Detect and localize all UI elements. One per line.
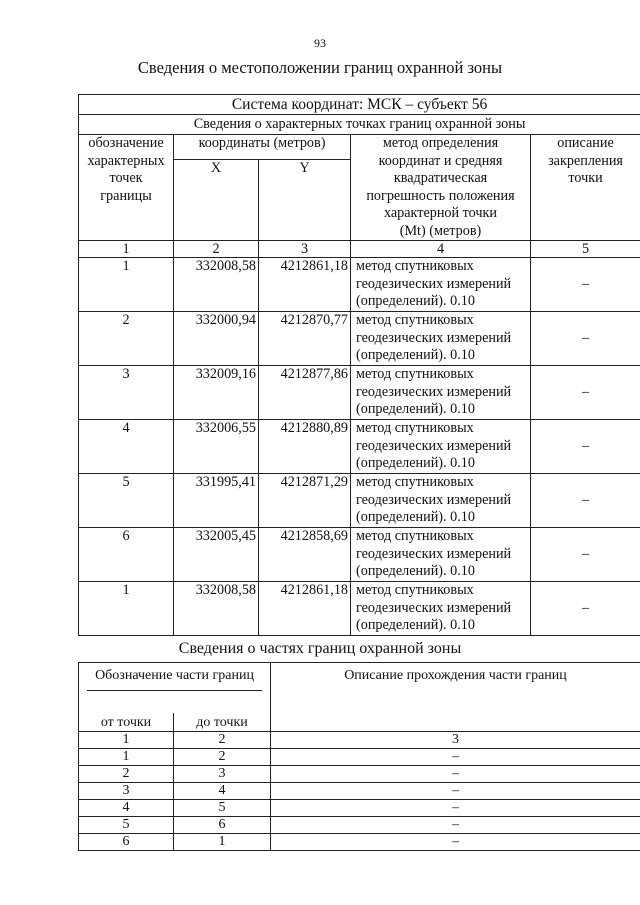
column-number: 1 bbox=[79, 732, 174, 749]
column-number: 4 bbox=[351, 241, 531, 258]
from-point: 5 bbox=[79, 817, 174, 834]
to-point: 5 bbox=[174, 800, 271, 817]
header-from-point: от точки bbox=[79, 713, 174, 732]
coord-x: 332006,55 bbox=[174, 420, 259, 474]
table-row bbox=[79, 817, 640, 834]
part-description: – bbox=[271, 766, 640, 783]
part-description: – bbox=[271, 800, 640, 817]
header-to-point: до точки bbox=[174, 713, 271, 732]
coord-y: 4212877,86 bbox=[259, 366, 351, 420]
table-row bbox=[79, 766, 640, 783]
column-number: 3 bbox=[259, 241, 351, 258]
parts-title: Сведения о частях границ охранной зоны bbox=[178, 640, 462, 657]
method-description: метод спутниковых геодезических измерений (определений). 0.10 bbox=[351, 582, 531, 636]
point-id: 2 bbox=[79, 312, 174, 366]
coord-x: 332000,94 bbox=[174, 312, 259, 366]
coord-y: 4212880,89 bbox=[259, 420, 351, 474]
coord-x: 332005,45 bbox=[174, 528, 259, 582]
table-row bbox=[79, 834, 640, 851]
coord-y: 4212858,69 bbox=[259, 528, 351, 582]
column-number: 2 bbox=[174, 732, 271, 749]
from-point: 3 bbox=[79, 783, 174, 800]
from-point: 6 bbox=[79, 834, 174, 851]
method-description: метод спутниковых геодезических измерений (определений). 0.10 bbox=[351, 366, 531, 420]
point-id: 1 bbox=[79, 582, 174, 636]
header-part-description: Описание прохождения части границ bbox=[271, 663, 640, 732]
to-point: 2 bbox=[174, 749, 271, 766]
method-description: метод спутниковых геодезических измерений (определений). 0.10 bbox=[351, 420, 531, 474]
header-coordinates: координаты (метров) bbox=[174, 135, 351, 160]
coord-x: 331995,41 bbox=[174, 474, 259, 528]
page-number: 93 bbox=[314, 36, 326, 50]
fixing-description: – bbox=[531, 366, 640, 420]
fixing-description: – bbox=[531, 528, 640, 582]
fixing-description: – bbox=[531, 312, 640, 366]
header-method: метод определения координат и средняя квадратическая погрешность положения характерной точки (Mt) (метров) bbox=[351, 135, 531, 241]
point-id: 6 bbox=[79, 528, 174, 582]
header-y: Y bbox=[259, 160, 351, 241]
table-row bbox=[79, 258, 640, 312]
boundary-parts-table bbox=[78, 662, 640, 851]
table-row bbox=[79, 366, 640, 420]
column-number: 5 bbox=[531, 241, 640, 258]
coord-y: 4212871,29 bbox=[259, 474, 351, 528]
table-row bbox=[79, 420, 640, 474]
method-description: метод спутниковых геодезических измерений (определений). 0.10 bbox=[351, 312, 531, 366]
part-description: – bbox=[271, 783, 640, 800]
header-fixing: описание закрепления точки bbox=[531, 135, 640, 241]
column-number: 3 bbox=[271, 732, 640, 749]
fixing-description: – bbox=[531, 420, 640, 474]
table-row bbox=[79, 582, 640, 636]
method-description: метод спутниковых геодезических измерений (определений). 0.10 bbox=[351, 528, 531, 582]
table-row bbox=[79, 800, 640, 817]
header-designation: обозначение характерных точек границы bbox=[79, 135, 174, 241]
header-x: X bbox=[174, 160, 259, 241]
to-point: 6 bbox=[174, 817, 271, 834]
fixing-description: – bbox=[531, 582, 640, 636]
part-description: – bbox=[271, 817, 640, 834]
boundary-points-table bbox=[78, 94, 640, 636]
table-row bbox=[79, 783, 640, 800]
part-description: – bbox=[271, 749, 640, 766]
point-id: 1 bbox=[79, 258, 174, 312]
to-point: 3 bbox=[174, 766, 271, 783]
point-id: 5 bbox=[79, 474, 174, 528]
from-point: 2 bbox=[79, 766, 174, 783]
point-id: 3 bbox=[79, 366, 174, 420]
part-description: – bbox=[271, 834, 640, 851]
table-row bbox=[79, 474, 640, 528]
coord-y: 4212861,18 bbox=[259, 258, 351, 312]
section-title: Сведения о местоположении границ охранной зоны bbox=[137, 58, 503, 77]
fixing-description: – bbox=[531, 258, 640, 312]
from-point: 1 bbox=[79, 749, 174, 766]
coord-x: 332008,58 bbox=[174, 582, 259, 636]
header-part-designation: Обозначение части границ bbox=[79, 663, 271, 714]
to-point: 1 bbox=[174, 834, 271, 851]
column-number: 1 bbox=[79, 241, 174, 258]
table-subtitle: Сведения о характерных точках границ охранной зоны bbox=[79, 115, 640, 135]
table-row bbox=[79, 528, 640, 582]
fixing-description: – bbox=[531, 474, 640, 528]
coord-x: 332009,16 bbox=[174, 366, 259, 420]
from-point: 4 bbox=[79, 800, 174, 817]
point-id: 4 bbox=[79, 420, 174, 474]
table-row bbox=[79, 312, 640, 366]
method-description: метод спутниковых геодезических измерений (определений). 0.10 bbox=[351, 258, 531, 312]
to-point: 4 bbox=[174, 783, 271, 800]
coord-y: 4212870,77 bbox=[259, 312, 351, 366]
column-number: 2 bbox=[174, 241, 259, 258]
method-description: метод спутниковых геодезических измерений (определений). 0.10 bbox=[351, 474, 531, 528]
coord-y: 4212861,18 bbox=[259, 582, 351, 636]
coordinate-system: Система координат: МСК – субъект 56 bbox=[79, 95, 640, 115]
coord-x: 332008,58 bbox=[174, 258, 259, 312]
table-row bbox=[79, 749, 640, 766]
